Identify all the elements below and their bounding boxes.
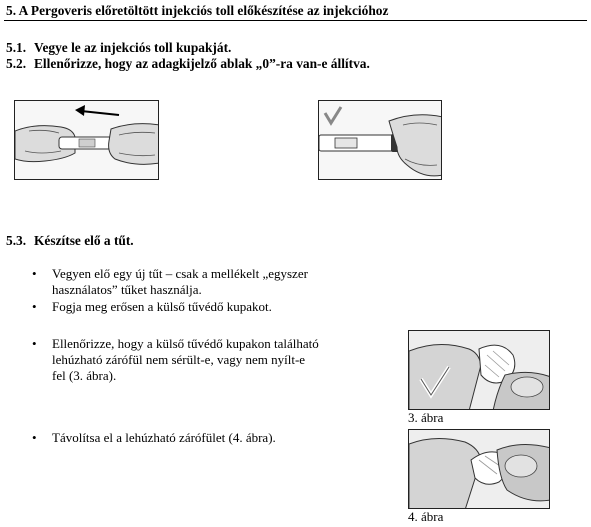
step-number: 5.1. (6, 40, 27, 55)
bullet-line: Fogja meg erősen a külső tűvédő kupakot. (52, 299, 272, 314)
bullet-line: lehúzható zárófül nem sérült-e, vagy nem nyílt-e (52, 352, 306, 367)
step-text: Vegye le az injekciós toll kupakját. (34, 40, 232, 55)
bullet-marker: • (32, 266, 37, 281)
figure-4-image (408, 429, 550, 509)
step-5-3 (6, 233, 134, 249)
step-5-1 (6, 40, 231, 56)
step-number: 5.2. (6, 56, 27, 71)
illustration-dose-window (318, 100, 442, 180)
bullet-marker: • (32, 430, 37, 445)
bullet-marker: • (32, 299, 37, 314)
bullet-line: fel (3. ábra). (52, 368, 117, 383)
illustration-remove-cap (14, 100, 159, 180)
figure-3-image (408, 330, 550, 410)
step-text: Ellenőrizze, hogy az adagkijelző ablak „0”-ra van-e állítva. (34, 56, 370, 71)
step-5-2 (6, 56, 370, 72)
bullet-text-3 (52, 336, 319, 384)
needle-cap-seal-drawing (409, 331, 550, 410)
step-text: Készítse elő a tűt. (34, 233, 134, 248)
bullet-line: Vegyen elő egy új tűt – csak a mellékelt „egyszer (52, 266, 308, 281)
figure-3-caption: 3. ábra (408, 410, 444, 425)
section-title: 5. A Pergoveris előretöltött injekciós toll előkészítése az injekcióhoz (6, 3, 389, 18)
bullet-marker: • (32, 336, 37, 351)
bullet-text-2 (52, 299, 272, 315)
bullet-line: használatos” tűket használja. (52, 282, 202, 297)
bullet-line: Távolítsa el a lehúzható zárófület (4. ábra). (52, 430, 276, 445)
bullet-text-4 (52, 430, 276, 446)
dose-window-drawing (319, 101, 442, 180)
remove-seal-drawing (409, 430, 550, 509)
pen-cap-removal-drawing (15, 101, 159, 180)
bullet-text-1 (52, 266, 308, 298)
step-number: 5.3. (6, 233, 27, 248)
bullet-line: Ellenőrizze, hogy a külső tűvédő kupakon található (52, 336, 319, 351)
title-rule (4, 20, 587, 21)
figure-4-caption: 4. ábra (408, 509, 444, 524)
